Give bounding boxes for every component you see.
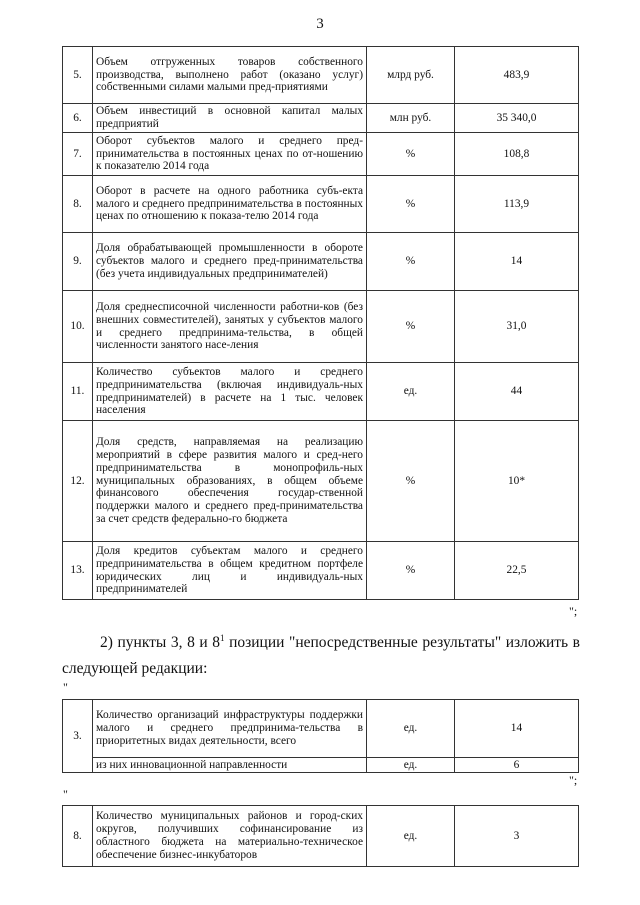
row-unit: %: [367, 133, 455, 176]
table-row: [63, 363, 579, 421]
row-sub-unit: ед.: [367, 758, 455, 773]
row-value: 14: [455, 700, 579, 758]
row-number: 11.: [63, 363, 93, 421]
point-3-table-body: [63, 700, 579, 773]
table-row: [63, 700, 579, 758]
row-description: Доля кредитов субъектам малого и среднего предпринимательства в общем кредитном портфеле юридических лиц и индивидуаль-ных предпринимателей: [93, 542, 367, 600]
row-sub-value: 6: [455, 758, 579, 773]
table-row: [63, 176, 579, 233]
table-row: [63, 758, 579, 773]
row-description: Оборот субъектов малого и среднего пред-принимательства в постоянных ценах по от-ношению к показателю 2014 года: [93, 133, 367, 176]
row-description: Доля среднесписочной численности работни-ков (без внешних совместителей), занятых у субъектов малого и среднего предпринима-тельства, в общей численности занятого насе-ления: [93, 291, 367, 363]
row-value: 44: [455, 363, 579, 421]
paragraph-superscript: 1: [220, 633, 225, 643]
row-unit: млрд руб.: [367, 47, 455, 104]
table-row: [63, 47, 579, 104]
paragraph-suffix: позиции "непосредственные результаты" изложить в следующей редакции:: [62, 634, 580, 678]
row-unit: ед.: [367, 806, 455, 867]
row-number: 9.: [63, 233, 93, 291]
page-number: 3: [316, 16, 324, 32]
row-number: 8.: [63, 806, 93, 867]
row-unit: %: [367, 421, 455, 542]
row-description: Количество субъектов малого и среднего предпринимательства (включая индивидуаль-ных предпринимателей) в расчете на 1 тыс. человек населения: [93, 363, 367, 421]
row-unit: ед.: [367, 363, 455, 421]
point-8-table-body: [63, 806, 579, 867]
row-number: 6.: [63, 104, 93, 133]
point-3-table: [62, 699, 579, 773]
row-unit: ед.: [367, 700, 455, 758]
row-unit: %: [367, 291, 455, 363]
row-description: Объем инвестиций в основной капитал малых предприятий: [93, 104, 367, 133]
row-unit: млн руб.: [367, 104, 455, 133]
row-value: 108,8: [455, 133, 579, 176]
row-description: Доля средств, направляемая на реализацию мероприятий в сфере развития малого и сред-него предпринимательства в монопрофиль-ных муниципальных образованиях, в общем объеме финансового обеспечения государ-ственной поддержки малого и среднего пред-принимательства за счет средств федерально-го бюджета: [93, 421, 367, 542]
row-number: 3.: [63, 700, 93, 773]
row-value: 483,9: [455, 47, 579, 104]
row-number: 8.: [63, 176, 93, 233]
quote-open-mark: ": [63, 680, 68, 694]
row-value: 14: [455, 233, 579, 291]
table-row: [63, 421, 579, 542]
row-value: 35 340,0: [455, 104, 579, 133]
row-value: 3: [455, 806, 579, 867]
quote-open-mark: ": [63, 787, 68, 801]
row-value: 22,5: [455, 542, 579, 600]
row-unit: %: [367, 542, 455, 600]
row-value: 113,9: [455, 176, 579, 233]
row-number: 12.: [63, 421, 93, 542]
quote-end-mark: ";: [569, 773, 578, 787]
paragraph-prefix: 2) пункты 3, 8 и 8: [100, 634, 221, 652]
row-unit: %: [367, 176, 455, 233]
quote-end-mark: ";: [569, 604, 578, 618]
row-sub-description: из них инновационной направленности: [93, 758, 367, 773]
table-row: [63, 806, 579, 867]
table-row: [63, 133, 579, 176]
row-unit: %: [367, 233, 455, 291]
row-value: 10*: [455, 421, 579, 542]
row-description: Доля обрабатывающей промышленности в обороте субъектов малого и среднего пред-принимательства (без учета индивидуальных предпринимателей): [93, 233, 367, 291]
row-description: Количество организаций инфраструктуры поддержки малого и среднего предпринима-тельства в приоритетных видах деятельности, всего: [93, 700, 367, 758]
row-value: 31,0: [455, 291, 579, 363]
indicators-table: [62, 46, 579, 600]
row-number: 13.: [63, 542, 93, 600]
row-number: 7.: [63, 133, 93, 176]
table-row: [63, 233, 579, 291]
row-description: Количество муниципальных районов и город-ских округов, получивших софинансирование из областного бюджета на материально-техническое обеспечение бизнес-инкубаторов: [93, 806, 367, 867]
table-row: [63, 104, 579, 133]
row-description: Объем отгруженных товаров собственного производства, выполнено работ (оказано услуг) собственными силами малыми пред-приятиями: [93, 47, 367, 104]
row-number: 5.: [63, 47, 93, 104]
table-row: [63, 291, 579, 363]
table-row: [63, 542, 579, 600]
indicators-table-body: [63, 47, 579, 600]
amendment-paragraph: [62, 625, 580, 682]
point-8-table: [62, 805, 579, 867]
row-number: 10.: [63, 291, 93, 363]
row-description: Оборот в расчете на одного работника субъ-екта малого и среднего предпринимательства в постоянных ценах по отношению к показа-телю 2014 года: [93, 176, 367, 233]
